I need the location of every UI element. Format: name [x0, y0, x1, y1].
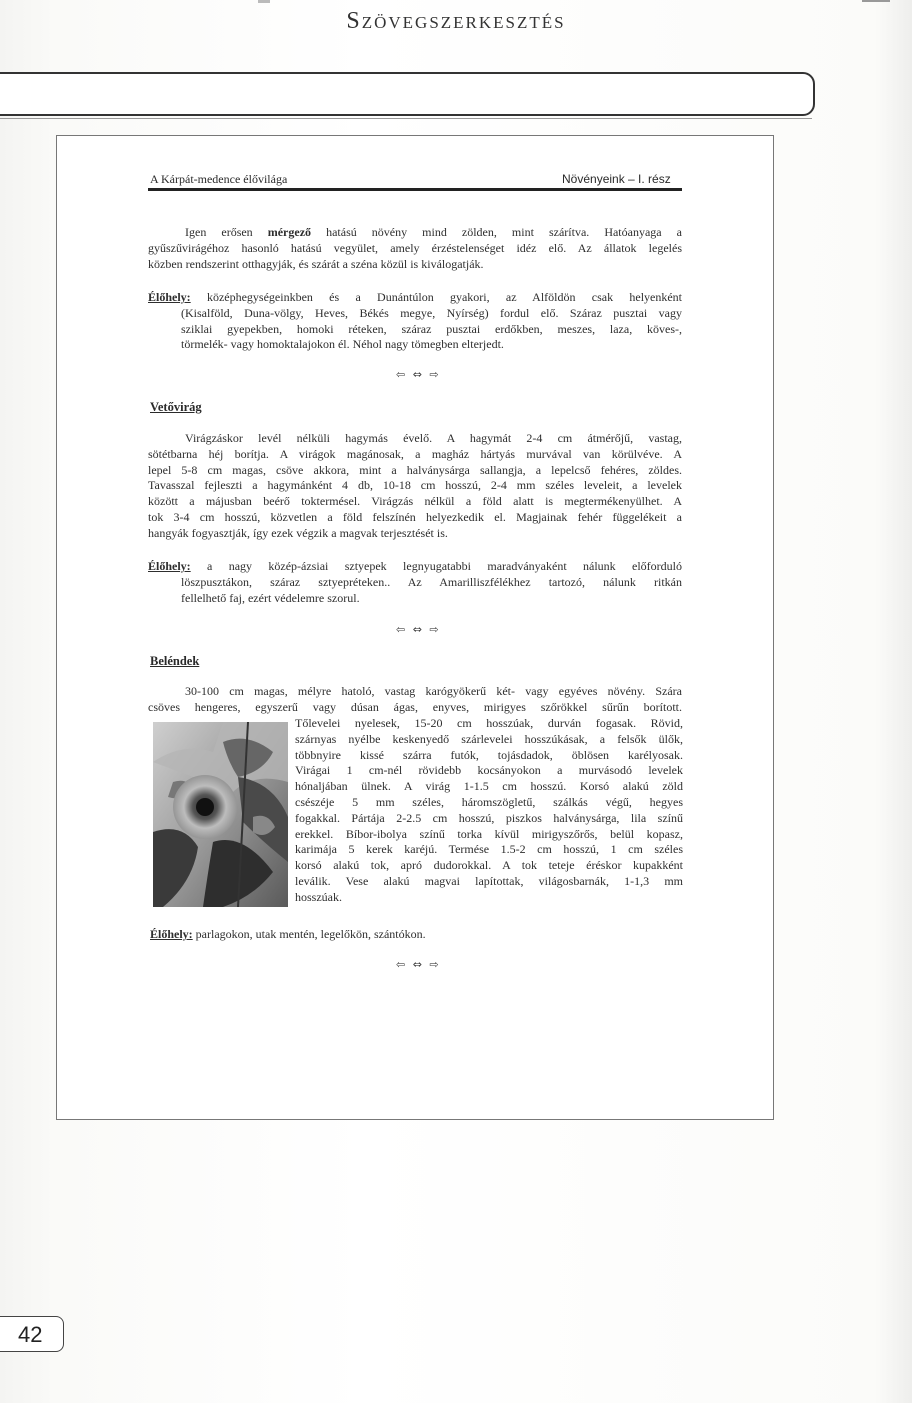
scan-artifact	[258, 0, 270, 3]
habitat-label: Élőhely:	[150, 927, 193, 941]
belendek-side-line-10: korsó alakú tok, apró dudorokkal. A tok teteje éréskor kupakként	[295, 858, 683, 873]
belendek-line-1: 30-100 cm magas, mélyre hatoló, vastag karógyökerű két- vagy egyéves növény. Szára	[185, 684, 682, 698]
banner-underline	[0, 118, 812, 119]
intro-line-2: gyűszűvirágéhoz hasonló hatású vegyület, amely érzéstelenséget idéz elő. Az állatok legelés	[148, 240, 682, 255]
belendek-side-line-7: fogakkal. Pártája 2-2.5 cm hosszú, piszkos halványsárga, lila színű	[295, 810, 683, 825]
scan-artifact	[862, 0, 890, 2]
belendek-side-line-5: hónaljában ülnek. A virág 1-1.5 cm hosszú. Korsó alakú zöld	[295, 779, 683, 794]
habitat3-text: parlagokon, utak mentén, legelőkön, szántókon.	[195, 927, 426, 941]
section-divider-1: ⇦ ⇔ ⇨	[396, 368, 441, 381]
vetovirag-line-2: sötétbarna héj borítja. A virágok magánosak, a magház hártyás murvával van körülvéve. A	[148, 446, 682, 461]
habitat-paragraph-1	[148, 290, 682, 353]
belendek-line-2: csöves hengeres, egyszerű vagy dúsan ágas, enyves, mirigyes szőrökkel sűrűn borított.	[148, 699, 682, 714]
section-divider-2: ⇦ ⇔ ⇨	[396, 623, 441, 636]
habitat1-line-3: sziklai gyepekben, homoki réteken, száraz pusztai erdőkben, meszes, laza, köves-,	[181, 321, 682, 336]
running-header-left: A Kárpát-medence élővilága	[150, 172, 288, 186]
belendek-side-line-3: többnyire kissé szárra futók, tojásdadok, öblösen karélyosak.	[295, 747, 683, 762]
section-title-belendek: Beléndek	[150, 654, 200, 668]
habitat1-line-4: törmelék- vagy homoktalajokon él. Néhol nagy tömegben elterjedt.	[181, 337, 504, 352]
intro-paragraph	[148, 225, 682, 272]
running-header-right: Növényeink – I. rész	[562, 172, 671, 186]
belendek-side-line-9: karimája 5 kerek karéjú. Termése 1.5-2 cm hosszú, 1 cm széles	[295, 842, 683, 857]
page-number: 42	[18, 1322, 43, 1347]
habitat2-line-3: fellelhető faj, ezért védelemre szorul.	[181, 590, 360, 605]
chapter-banner	[0, 72, 815, 116]
habitat2-line-2: löszpusztákon, száraz sztyepréteken.. Az Amarilliszfélékhez tartozó, nálunk ritkán	[181, 574, 682, 589]
belendek-side-line-11: leválik. Vese alakú magvai lapítottak, világosbarnák, 1-1,3 mm	[295, 873, 683, 888]
habitat1-line-2: (Kisalföld, Duna-völgy, Heves, Békés megye, Nyírség) fordul elő. Száraz pusztai vagy	[181, 305, 682, 320]
poison-highlight: mérgező	[267, 225, 312, 239]
belendek-side-line-8: erekkel. Bíbor-ibolya színű torka kívül mirigyszőrős, belül kopasz,	[295, 826, 683, 841]
belendek-side-line-2: szárnyas nyélbe keskenyedő szárlevelei hosszúkásak, a felsők ülők,	[295, 731, 683, 746]
intro-line-1: Igen erősen mérgező hatású növény mind zölden, mint szárítva. Hatóanyaga a	[185, 225, 682, 239]
belendek-side-line-12: hosszúak.	[295, 889, 342, 904]
vetovirag-line-1: Virágzáskor levél nélküli hagymás évelő. A hagymát 2-4 cm átmérőjű, vastag,	[185, 431, 682, 445]
chapter-title: Szövegszerkesztés	[346, 8, 566, 34]
belendek-intro	[148, 684, 682, 716]
vetovirag-line-3: lepel 5-8 cm magas, csöve akkora, mint a halványsárga sallangja, a lepelcső fehéres, zöldes.	[148, 462, 682, 477]
section-title-vetovirag: Vetővirág	[150, 400, 202, 414]
belendek-side-line-6: csészéje 5 mm széles, háromszögletű, szálkás végű, hegyes	[295, 794, 683, 809]
vetovirag-line-6: tok 3-4 cm hosszú, közvetlen a föld felszínén helyezkedik el. Magjainak fehér függelékeit a	[148, 509, 682, 524]
section-divider-3: ⇦ ⇔ ⇨	[396, 958, 441, 971]
habitat-label: Élőhely:	[148, 559, 191, 573]
belendek-side-text	[295, 716, 683, 906]
intro-line-3: közben rendszerint otthagyják, és szárát a széna közül is kiválogatják.	[148, 256, 484, 271]
vetovirag-line-7: hangyák fogyasztják, így ezek végzik a magvak terjesztését is.	[148, 525, 448, 540]
vetovirag-description	[148, 431, 682, 542]
header-rule	[148, 188, 682, 191]
henbane-photo	[153, 722, 288, 907]
belendek-side-line-4: Virágai 1 cm-nél rövidebb kocsányokon a murvásodó levelek	[295, 763, 683, 778]
vetovirag-line-4: Tavasszal fejleszti a hagymánként 4 db, 10-18 cm hosszú, 2-4 mm széles leveleit, a levelek	[148, 478, 682, 493]
habitat-label: Élőhely:	[148, 290, 191, 304]
habitat-paragraph-2	[148, 559, 682, 606]
habitat2-line-1: Élőhely: a nagy közép-ázsiai sztyepek legnyugatabbi maradványaként nálunk előforduló	[148, 559, 682, 573]
vetovirag-line-5: között a májusban beérő toktermésel. Virágzás nélkül a föld alatt is megtermékenyülhet. A	[148, 494, 682, 509]
habitat1-line-1: Élőhely: középhegységeinkben és a Dunántúlon gyakori, az Alföldön csak helyenként	[148, 290, 683, 304]
belendek-side-line-1: Tőlevelei nyelesek, 15-20 cm hosszúak, durván fogasak. Rövid,	[295, 716, 683, 730]
habitat-paragraph-3	[150, 927, 684, 943]
